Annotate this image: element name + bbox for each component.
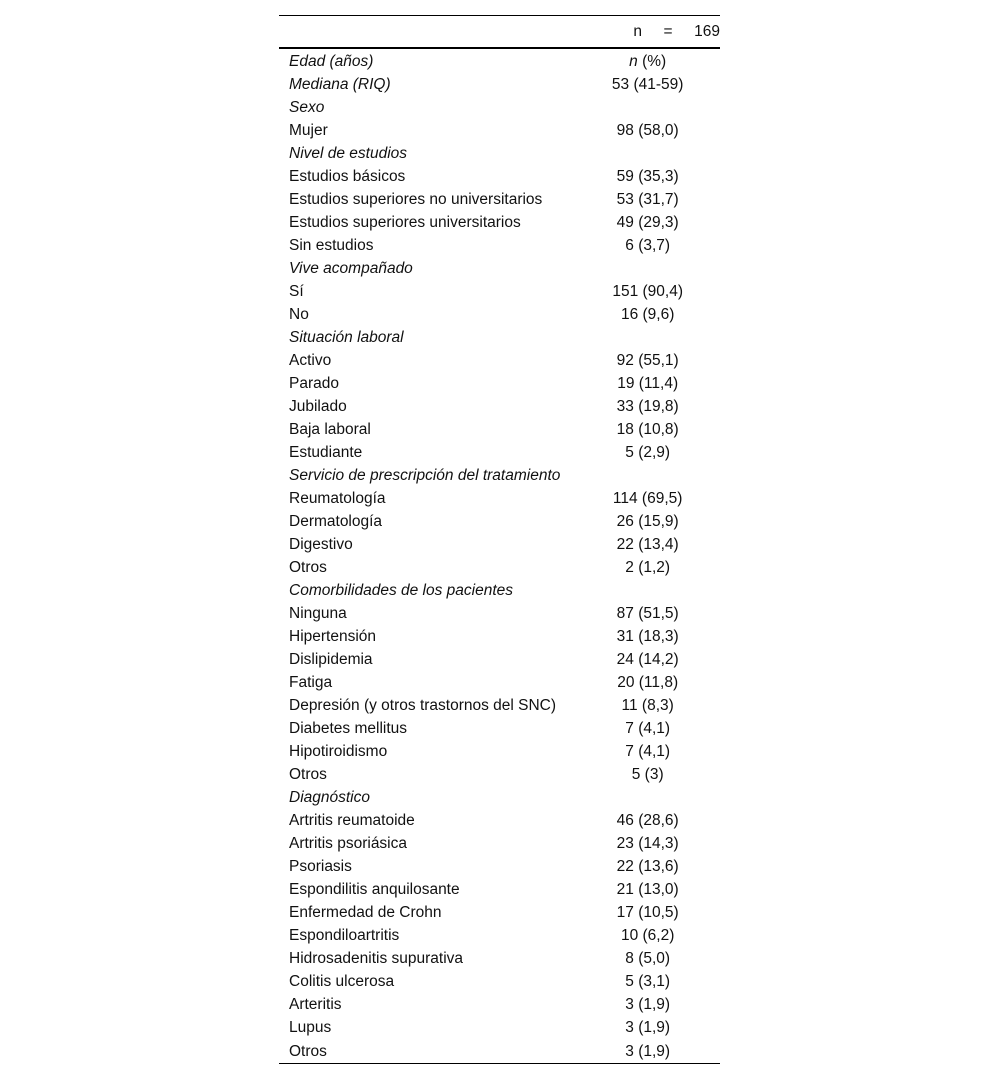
value-rest-part: (%)	[637, 53, 667, 70]
row-label: Lupus	[289, 1019, 332, 1036]
row-value: 46 (28,6)	[616, 812, 679, 829]
row-label: Estudiante	[289, 444, 363, 461]
row-value	[575, 326, 720, 349]
row-value: 59 (35,3)	[616, 168, 679, 185]
row-value	[575, 142, 720, 165]
section-row	[279, 786, 720, 809]
row-label: Sexo	[289, 99, 325, 116]
header-total: 169	[694, 22, 720, 40]
table-row	[279, 602, 720, 625]
table-row	[279, 487, 720, 510]
row-label: Reumatología	[289, 490, 386, 507]
row-label: Dislipidemia	[289, 651, 373, 668]
row-label: Otros	[289, 559, 327, 576]
table-row	[279, 510, 720, 533]
row-value	[575, 786, 720, 809]
row-label: Sin estudios	[289, 237, 374, 254]
row-value: 3 (1,9)	[625, 1019, 671, 1036]
row-label: Enfermedad de Crohn	[289, 904, 442, 921]
table-row	[279, 533, 720, 556]
row-label: Comorbilidades de los pacientes	[289, 582, 514, 599]
row-value: 114 (69,5)	[612, 490, 683, 507]
table-row	[279, 809, 720, 832]
table-row	[279, 993, 720, 1016]
section-row	[279, 326, 720, 349]
table-row	[279, 878, 720, 901]
patient-characteristics-table-container	[279, 15, 720, 1064]
table-row	[279, 671, 720, 694]
row-label: Ninguna	[289, 605, 347, 622]
row-label: Arteritis	[289, 996, 342, 1013]
row-label: Artritis reumatoide	[289, 812, 415, 829]
row-value: 5 (3,1)	[625, 973, 671, 990]
row-label: Diagnóstico	[289, 789, 370, 806]
row-value: 8 (5,0)	[625, 950, 671, 967]
row-label: Mediana (RIQ)	[289, 76, 391, 93]
section-row	[279, 73, 720, 96]
table-row	[279, 349, 720, 372]
table-row	[279, 211, 720, 234]
table-row	[279, 395, 720, 418]
row-value	[575, 579, 720, 602]
row-label: Artritis psoriásica	[289, 835, 407, 852]
row-label: Jubilado	[289, 398, 347, 415]
row-value: 7 (4,1)	[625, 743, 671, 760]
row-value: 22 (13,4)	[616, 536, 679, 553]
row-label: Nivel de estudios	[289, 145, 408, 162]
row-label: Colitis ulcerosa	[289, 973, 395, 990]
table-row	[279, 234, 720, 257]
table-row	[279, 763, 720, 786]
row-value: 92 (55,1)	[616, 352, 679, 369]
row-label: Vive acompañado	[289, 260, 413, 277]
row-value: 18 (10,8)	[616, 421, 679, 438]
table-row	[279, 832, 720, 855]
row-label: Servicio de prescripción del tratamiento	[289, 467, 561, 484]
row-value: 31 (18,3)	[616, 628, 679, 645]
section-row	[279, 579, 720, 602]
table-row	[279, 165, 720, 188]
table-row	[279, 1016, 720, 1039]
table-row	[279, 372, 720, 395]
row-label: No	[289, 306, 309, 323]
row-label: Diabetes mellitus	[289, 720, 408, 737]
table-row	[279, 717, 720, 740]
row-label: Psoriasis	[289, 858, 352, 875]
row-value: 3 (1,9)	[575, 1039, 720, 1064]
header-n-cell	[575, 16, 720, 49]
patient-characteristics-table	[279, 15, 720, 1064]
row-value: 98 (58,0)	[616, 122, 679, 139]
row-label: Espondiloartritis	[289, 927, 400, 944]
header-equals: =	[663, 22, 673, 40]
row-label: Hipotiroidismo	[289, 743, 388, 760]
row-value	[575, 257, 720, 280]
row-label: Hidrosadenitis supurativa	[289, 950, 464, 967]
header-n-label: n	[633, 22, 642, 40]
table-row	[279, 740, 720, 763]
table-row	[279, 924, 720, 947]
table-row	[279, 303, 720, 326]
row-value: 5 (3)	[631, 766, 664, 783]
table-row	[279, 648, 720, 671]
row-value: 26 (15,9)	[616, 513, 679, 530]
row-value: 23 (14,3)	[616, 835, 679, 852]
row-value	[575, 96, 720, 119]
row-value: 49 (29,3)	[616, 214, 679, 231]
row-label: Edad (años)	[289, 53, 374, 70]
row-value: 3 (1,9)	[625, 996, 671, 1013]
row-label: Fatiga	[289, 674, 333, 691]
row-label: Dermatología	[289, 513, 383, 530]
row-value: 24 (14,2)	[616, 651, 679, 668]
row-label: Parado	[289, 375, 339, 392]
row-label: Situación laboral	[289, 329, 404, 346]
table-row	[279, 694, 720, 717]
row-value: 53 (41-59)	[611, 76, 684, 93]
row-value: 53 (31,7)	[616, 191, 679, 208]
row-value: 11 (8,3)	[621, 697, 674, 714]
section-row	[279, 48, 720, 73]
row-value: 22 (13,6)	[616, 858, 679, 875]
table-row	[279, 119, 720, 142]
row-label: Digestivo	[289, 536, 353, 553]
table-row	[279, 970, 720, 993]
table-row	[279, 625, 720, 648]
row-label: Depresión (y otros trastornos del SNC)	[289, 697, 557, 714]
row-value: 5 (2,9)	[625, 444, 671, 461]
row-label: Otros	[289, 766, 327, 783]
row-label: Baja laboral	[289, 421, 371, 438]
row-value	[575, 48, 720, 73]
row-value: 17 (10,5)	[616, 904, 679, 921]
row-label: Espondilitis anquilosante	[289, 881, 460, 898]
row-label: Activo	[289, 352, 332, 369]
row-label: Hipertensión	[289, 628, 377, 645]
table-row	[279, 1039, 720, 1064]
header-row	[279, 16, 720, 49]
row-value: 10 (6,2)	[620, 927, 675, 944]
section-row	[279, 96, 720, 119]
section-row	[279, 257, 720, 280]
value-italic-part: n	[629, 53, 638, 70]
row-value: 2 (1,2)	[625, 559, 671, 576]
row-value: 19 (11,4)	[617, 375, 679, 392]
table-row	[279, 188, 720, 211]
section-row	[279, 464, 720, 487]
header-label-cell	[279, 16, 575, 49]
table-row	[279, 855, 720, 878]
row-label: Otros	[279, 1039, 575, 1064]
row-value: 7 (4,1)	[625, 720, 671, 737]
row-value: 87 (51,5)	[616, 605, 679, 622]
table-row	[279, 556, 720, 579]
row-value: 33 (19,8)	[616, 398, 679, 415]
table-row	[279, 901, 720, 924]
row-label: Estudios superiores universitarios	[289, 214, 521, 231]
row-value	[575, 464, 720, 487]
table-row	[279, 418, 720, 441]
row-label: Estudios superiores no universitarios	[289, 191, 543, 208]
section-row	[279, 142, 720, 165]
table-header	[279, 16, 720, 49]
row-label: Mujer	[289, 122, 328, 139]
table-row	[279, 947, 720, 970]
row-value: 151 (90,4)	[612, 283, 683, 300]
table-body	[279, 48, 720, 1064]
row-value: 21 (13,0)	[616, 881, 679, 898]
row-value: 6 (3,7)	[625, 237, 671, 254]
table-row	[279, 280, 720, 303]
row-label: Estudios básicos	[289, 168, 406, 185]
table-row	[279, 441, 720, 464]
row-label: Sí	[289, 283, 304, 300]
row-value: 20 (11,8)	[617, 674, 679, 691]
row-value: 16 (9,6)	[620, 306, 675, 323]
